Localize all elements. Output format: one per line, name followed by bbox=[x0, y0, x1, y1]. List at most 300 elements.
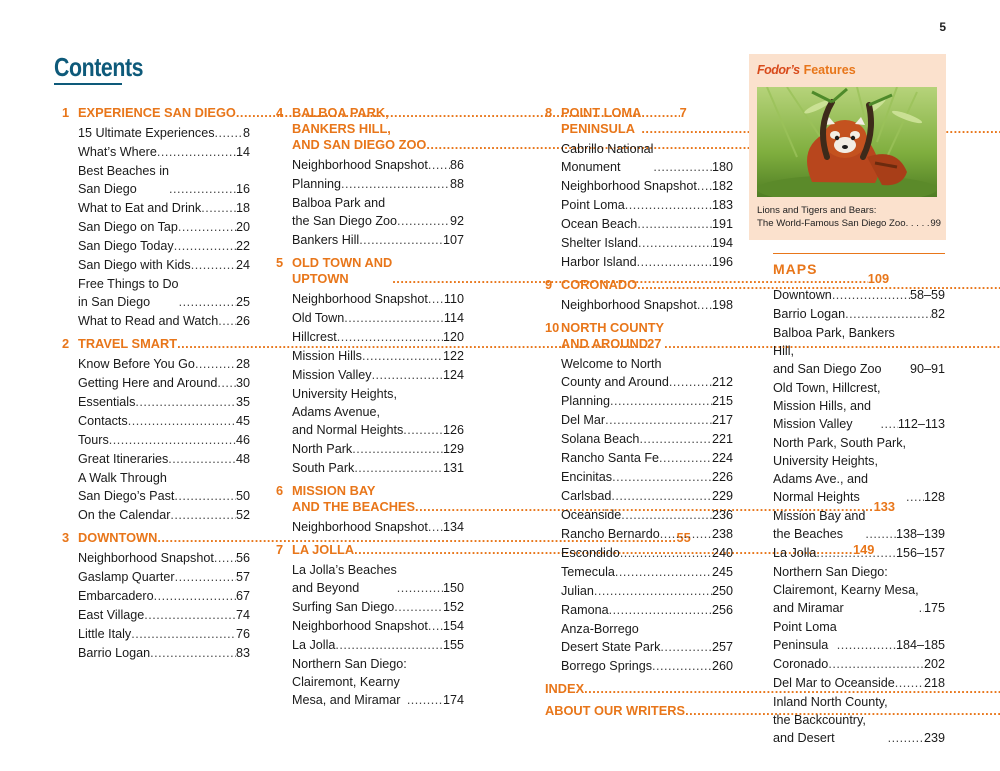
entry-title: Neighborhood Snapshot bbox=[561, 179, 697, 193]
dot-leader bbox=[170, 506, 236, 524]
title-underline bbox=[54, 83, 122, 85]
entry-title: Anza-Borrego Desert State Park bbox=[561, 622, 661, 654]
entry-page: 155 bbox=[442, 638, 464, 652]
entry-title: Rancho Bernardo bbox=[561, 527, 660, 541]
toc-section bbox=[545, 703, 733, 719]
entry-title: Little Italy bbox=[78, 627, 132, 641]
toc-entry[interactable] bbox=[276, 366, 464, 384]
toc-entry[interactable] bbox=[276, 459, 464, 477]
maps-column bbox=[773, 253, 945, 748]
entry-title: Encinitas bbox=[561, 470, 613, 484]
entry-title: Inland North County, the Backcountry, and Desert bbox=[773, 695, 888, 745]
toc-entry[interactable] bbox=[545, 506, 733, 524]
entry-title: Old Town, Hillcrest, Mission Hills, and Mission Valley bbox=[773, 381, 881, 431]
section-title: CORONADO bbox=[561, 277, 638, 292]
entry-page: 257 bbox=[711, 640, 733, 654]
entry-title: Del Mar bbox=[561, 413, 606, 427]
toc-entry[interactable] bbox=[62, 256, 250, 274]
toc-entry[interactable] bbox=[545, 449, 733, 467]
map-entry[interactable] bbox=[773, 563, 945, 617]
entry-title: Solana Beach bbox=[561, 432, 640, 446]
dot-leader bbox=[621, 506, 712, 524]
toc-entry[interactable] bbox=[545, 355, 733, 391]
section-title: OLD TOWN AND UPTOWN bbox=[292, 255, 393, 286]
entry-page: 24 bbox=[235, 258, 250, 272]
map-entry[interactable] bbox=[773, 618, 945, 654]
entry-title: Neighborhood Snapshot bbox=[561, 298, 697, 312]
dot-leader bbox=[620, 544, 712, 562]
entry-page: 154 bbox=[442, 619, 464, 633]
section-page: 109 bbox=[867, 271, 890, 286]
toc-entry[interactable] bbox=[62, 450, 250, 468]
entry-title: Mission Hills bbox=[292, 349, 362, 363]
toc-entry[interactable] bbox=[545, 525, 733, 543]
toc-entry[interactable] bbox=[62, 431, 250, 449]
section-heading-index[interactable] bbox=[545, 681, 733, 697]
entry-title: Northern San Diego: Clairemont, Kearny Mesa, and Miramar bbox=[773, 565, 919, 615]
entry-page: 250 bbox=[711, 584, 733, 598]
entry-page: 238 bbox=[711, 527, 733, 541]
toc-entry[interactable] bbox=[62, 143, 250, 161]
toc-entry[interactable] bbox=[62, 625, 250, 643]
entry-page: 212 bbox=[711, 375, 733, 389]
entry-title: Embarcadero bbox=[78, 589, 154, 603]
dot-leader bbox=[638, 234, 712, 252]
entry-title: Borrego Springs bbox=[561, 659, 653, 673]
entry-title: Harbor Island bbox=[561, 255, 637, 269]
toc-entry[interactable] bbox=[545, 487, 733, 505]
toc-entry[interactable] bbox=[545, 296, 733, 314]
entry-page: 256 bbox=[711, 603, 733, 617]
red-panda-photo bbox=[757, 87, 937, 197]
toc-entry[interactable] bbox=[276, 518, 464, 536]
feature-caption[interactable] bbox=[757, 204, 941, 230]
section-title: NORTH COUNTY AND AROUND bbox=[561, 320, 665, 351]
section-title: DOWNTOWN bbox=[78, 530, 158, 545]
entry-page: 114 bbox=[443, 311, 464, 325]
dot-leader bbox=[150, 644, 236, 662]
dot-leader bbox=[594, 582, 712, 600]
map-entry[interactable] bbox=[773, 655, 945, 673]
map-entry[interactable] bbox=[773, 286, 945, 304]
entry-page: 260 bbox=[711, 659, 733, 673]
dot-leader bbox=[335, 636, 443, 654]
entry-page: 194 bbox=[711, 236, 733, 250]
toc-entry[interactable] bbox=[62, 568, 250, 586]
section-number: 2 bbox=[62, 336, 70, 351]
dot-leader bbox=[174, 487, 236, 505]
toc-entry[interactable] bbox=[276, 231, 464, 249]
entry-page: 20 bbox=[235, 220, 250, 234]
dot-leader bbox=[428, 518, 443, 536]
dot-leader bbox=[168, 450, 236, 468]
entry-page: 183 bbox=[711, 198, 733, 212]
entry-title: Cabrillo National Monument bbox=[561, 142, 654, 174]
entry-page: 56 bbox=[235, 551, 250, 565]
entry-page: 52 bbox=[235, 508, 250, 522]
entry-page: 122 bbox=[442, 349, 464, 363]
entry-title: Old Town bbox=[292, 311, 345, 325]
entry-title: Barrio Logan bbox=[773, 307, 846, 321]
entry-page: 134 bbox=[442, 520, 464, 534]
toc-entry[interactable] bbox=[545, 411, 733, 429]
entry-title: South Park bbox=[292, 461, 355, 475]
entry-page: 128 bbox=[923, 490, 945, 504]
entry-page: 14 bbox=[235, 145, 250, 159]
dot-leader bbox=[191, 256, 236, 274]
entry-title: What’s Where bbox=[78, 145, 157, 159]
entry-page: 152 bbox=[442, 600, 464, 614]
section-page: 7 bbox=[679, 105, 687, 120]
entry-page: 25 bbox=[235, 295, 250, 309]
entry-title: Planning bbox=[292, 177, 342, 191]
section-heading-point-loma-peninsula[interactable] bbox=[545, 105, 733, 137]
entry-page: 35 bbox=[235, 395, 250, 409]
entry-page: 180 bbox=[711, 160, 733, 174]
entry-title: Northern San Diego: Clairemont, Kearny Mesa, and Miramar bbox=[292, 657, 407, 707]
entry-page: 217 bbox=[711, 413, 733, 427]
dot-leader bbox=[428, 156, 450, 174]
entry-page: 240 bbox=[711, 546, 733, 560]
toc-entry[interactable] bbox=[545, 544, 733, 562]
toc-entry[interactable] bbox=[545, 563, 733, 581]
dot-leader bbox=[403, 421, 443, 439]
toc-entry[interactable] bbox=[545, 601, 733, 619]
section-number: 5 bbox=[276, 255, 284, 270]
toc-section bbox=[545, 681, 733, 697]
entry-title: Essentials bbox=[78, 395, 136, 409]
map-entry[interactable] bbox=[773, 324, 945, 378]
entry-title: Balboa Park, Bankers Hill, and San Diego Zoo bbox=[773, 326, 895, 376]
dot-leader bbox=[605, 411, 712, 429]
map-entry[interactable] bbox=[773, 507, 945, 543]
entry-page: 76 bbox=[235, 627, 250, 641]
toc-entry[interactable] bbox=[62, 312, 250, 330]
toc-entry[interactable] bbox=[62, 199, 250, 217]
dot-leader bbox=[128, 412, 236, 430]
feature-caption-page: 99 bbox=[930, 218, 941, 229]
entry-page: 229 bbox=[711, 489, 733, 503]
toc-entry[interactable] bbox=[276, 561, 464, 597]
entry-title: North Park bbox=[292, 442, 353, 456]
dot-leader bbox=[144, 606, 236, 624]
dot-leader bbox=[394, 598, 443, 616]
dot-leader bbox=[615, 563, 712, 581]
entry-page: 86 bbox=[449, 158, 464, 172]
toc-entry[interactable] bbox=[545, 657, 733, 675]
toc-entry[interactable] bbox=[62, 469, 250, 505]
entry-title: Know Before You Go bbox=[78, 357, 195, 371]
toc-entry[interactable] bbox=[62, 124, 250, 142]
toc-entry[interactable] bbox=[545, 196, 733, 214]
entry-page: 30 bbox=[235, 376, 250, 390]
toc-entry[interactable] bbox=[62, 218, 250, 236]
entry-page: 221 bbox=[711, 432, 733, 446]
dot-leader bbox=[397, 212, 450, 230]
section-number: 7 bbox=[276, 542, 284, 557]
entry-title: A Walk Through San Diego’s Past bbox=[78, 471, 175, 503]
entry-page: 110 bbox=[443, 292, 464, 306]
entry-page: 48 bbox=[235, 452, 250, 466]
dot-leader bbox=[201, 199, 236, 217]
toc-entry[interactable] bbox=[62, 549, 250, 567]
entry-title: 15 Ultimate Experiences bbox=[78, 126, 215, 140]
entry-title: Neighborhood Snapshot bbox=[292, 158, 428, 172]
map-entry[interactable] bbox=[773, 379, 945, 433]
entry-title: Neighborhood Snapshot bbox=[78, 551, 214, 565]
dot-leader bbox=[428, 290, 444, 308]
entry-page: 74 bbox=[235, 608, 250, 622]
toc-entry[interactable] bbox=[62, 644, 250, 662]
section-number: 8 bbox=[545, 105, 553, 120]
dot-leader bbox=[845, 305, 931, 323]
toc-entry[interactable] bbox=[545, 234, 733, 252]
section-heading-about-our-writers[interactable] bbox=[545, 703, 733, 719]
toc-entry[interactable] bbox=[545, 392, 733, 410]
dot-leader bbox=[816, 544, 896, 562]
dot-leader bbox=[179, 293, 236, 311]
entry-page: 18 bbox=[235, 201, 250, 215]
entry-title: La Jolla bbox=[773, 546, 817, 560]
dot-leader bbox=[652, 657, 712, 675]
entry-page: 215 bbox=[711, 394, 733, 408]
entry-title: La Jolla’s Beaches and Beyond bbox=[292, 563, 397, 595]
entry-page: 88 bbox=[449, 177, 464, 191]
toc-section bbox=[545, 320, 733, 675]
entry-title: University Heights, Adams Avenue, and Normal Heights bbox=[292, 387, 404, 437]
toc-entry[interactable] bbox=[62, 374, 250, 392]
entry-page: 83 bbox=[235, 646, 250, 660]
toc-entry[interactable] bbox=[545, 177, 733, 195]
entry-title: Neighborhood Snapshot bbox=[292, 619, 428, 633]
dot-leader bbox=[195, 355, 236, 373]
toc-entry[interactable] bbox=[276, 636, 464, 654]
entry-title: Barrio Logan bbox=[78, 646, 151, 660]
entry-title: On the Calendar bbox=[78, 508, 171, 522]
dot-leader bbox=[337, 328, 443, 346]
entry-title: Downtown bbox=[773, 288, 832, 302]
dot-leader bbox=[131, 625, 236, 643]
dot-leader bbox=[653, 158, 712, 176]
dot-leader bbox=[881, 415, 898, 433]
section-title: INDEX bbox=[545, 681, 585, 696]
section-title: ABOUT OUR WRITERS bbox=[545, 703, 686, 718]
toc-entry[interactable] bbox=[62, 606, 250, 624]
section-heading-balboa-park-bankers-hill-and-san-diego-zoo[interactable] bbox=[276, 105, 464, 153]
entry-page: 175 bbox=[923, 601, 945, 615]
entry-page: 156–157 bbox=[895, 546, 945, 560]
toc-entry[interactable] bbox=[62, 587, 250, 605]
toc-entry[interactable] bbox=[276, 598, 464, 616]
entry-page: 182 bbox=[711, 179, 733, 193]
toc-entry[interactable] bbox=[62, 162, 250, 198]
entry-title: Julian bbox=[561, 584, 594, 598]
toc-entry[interactable] bbox=[276, 328, 464, 346]
entry-page: 22 bbox=[235, 239, 250, 253]
entry-page: 124 bbox=[442, 368, 464, 382]
fodors-brand: Fodor’s bbox=[757, 63, 800, 77]
dot-leader bbox=[659, 449, 712, 467]
entry-title: Shelter Island bbox=[561, 236, 639, 250]
dot-leader bbox=[178, 218, 236, 236]
entry-page: 202 bbox=[923, 657, 945, 671]
entry-page: 129 bbox=[442, 442, 464, 456]
entry-page: 112–113 bbox=[897, 417, 945, 431]
toc-entry[interactable] bbox=[276, 347, 464, 365]
entry-page: 150 bbox=[442, 581, 464, 595]
entry-page: 28 bbox=[235, 357, 250, 371]
section-number: 3 bbox=[62, 530, 70, 545]
map-entry[interactable] bbox=[773, 434, 945, 506]
toc-entry[interactable] bbox=[62, 355, 250, 373]
section-title: BALBOA PARK, BANKERS HILL, AND SAN DIEGO ZOO bbox=[292, 105, 427, 152]
toc-entry[interactable] bbox=[545, 253, 733, 271]
dot-leader bbox=[174, 237, 236, 255]
section-number: 6 bbox=[276, 483, 284, 498]
entry-page: 8 bbox=[242, 126, 250, 140]
toc-entry[interactable] bbox=[545, 215, 733, 233]
toc-entry[interactable] bbox=[276, 175, 464, 193]
toc-entry[interactable] bbox=[545, 430, 733, 448]
toc-entry[interactable] bbox=[62, 275, 250, 311]
dot-leader bbox=[154, 587, 236, 605]
entry-title: La Jolla bbox=[292, 638, 336, 652]
maps-heading: MAPS bbox=[773, 253, 945, 278]
entry-title: Carlsbad bbox=[561, 489, 612, 503]
map-entry[interactable] bbox=[773, 305, 945, 323]
page-number: 5 bbox=[939, 20, 946, 34]
toc-entry[interactable] bbox=[545, 468, 733, 486]
dot-leader bbox=[888, 729, 924, 747]
section-page: 55 bbox=[676, 530, 691, 545]
section-number: 4 bbox=[276, 105, 284, 120]
dot-leader bbox=[352, 440, 443, 458]
dot-leader bbox=[697, 177, 712, 195]
dot-leader bbox=[359, 231, 443, 249]
dot-leader bbox=[397, 579, 443, 597]
entry-page: 174 bbox=[442, 693, 464, 707]
toc-section bbox=[276, 105, 464, 249]
entry-title: Balboa Park and the San Diego Zoo bbox=[292, 196, 398, 228]
dot-leader bbox=[637, 253, 712, 271]
entry-title: North Park, South Park, University Heights, Adams Ave., and Normal Heights bbox=[773, 436, 906, 504]
entry-page: 138–139 bbox=[895, 527, 945, 541]
section-page: 27 bbox=[647, 336, 662, 351]
dot-leader bbox=[610, 392, 712, 410]
entry-title: Ocean Beach bbox=[561, 217, 638, 231]
entry-title: Del Mar to Oceanside bbox=[773, 676, 895, 690]
entry-title: Neighborhood Snapshot bbox=[292, 520, 428, 534]
entry-page: 120 bbox=[442, 330, 464, 344]
section-page: 149 bbox=[853, 542, 875, 557]
section-title: TRAVEL SMART bbox=[78, 336, 178, 351]
features-word: Features bbox=[803, 63, 856, 77]
entry-page: 58–59 bbox=[909, 288, 945, 302]
toc-entry[interactable] bbox=[276, 655, 464, 709]
entry-page: 239 bbox=[923, 731, 945, 745]
dot-leader bbox=[428, 617, 443, 635]
entry-title: Hillcrest bbox=[292, 330, 337, 344]
toc-entry[interactable] bbox=[62, 237, 250, 255]
feature-caption-line1: Lions and Tigers and Bears: bbox=[757, 205, 877, 216]
entry-title: Surfing San Diego bbox=[292, 600, 395, 614]
section-heading-north-county-and-around[interactable] bbox=[545, 320, 733, 352]
toc-entry[interactable] bbox=[62, 506, 250, 524]
entry-title: Ramona bbox=[561, 603, 609, 617]
toc-entry[interactable] bbox=[276, 194, 464, 230]
toc-entry[interactable] bbox=[276, 156, 464, 174]
entry-page: 236 bbox=[711, 508, 733, 522]
entry-title: Point Loma bbox=[561, 198, 625, 212]
entry-title: Planning bbox=[561, 394, 611, 408]
dot-leader bbox=[214, 549, 236, 567]
entry-title: Gaslamp Quarter bbox=[78, 570, 175, 584]
dot-leader bbox=[609, 601, 712, 619]
toc-entry[interactable] bbox=[545, 140, 733, 176]
section-title: MISSION BAY AND THE BEACHES bbox=[292, 483, 416, 514]
dot-leader bbox=[354, 459, 443, 477]
toc-entry[interactable] bbox=[276, 617, 464, 635]
toc-entry[interactable] bbox=[276, 309, 464, 327]
entry-page: 45 bbox=[235, 414, 250, 428]
toc-entry[interactable] bbox=[276, 440, 464, 458]
map-entry[interactable] bbox=[773, 674, 945, 692]
entry-title: Tours bbox=[78, 433, 109, 447]
toc-entry[interactable] bbox=[62, 412, 250, 430]
dot-leader bbox=[109, 431, 236, 449]
entry-title: What to Read and Watch bbox=[78, 314, 219, 328]
dot-leader bbox=[832, 286, 910, 304]
toc-section bbox=[545, 277, 733, 314]
entry-title: Free Things to Do in San Diego bbox=[78, 277, 179, 309]
map-entry[interactable] bbox=[773, 544, 945, 562]
section-page: 133 bbox=[873, 499, 896, 514]
entry-title: Rancho Santa Fe bbox=[561, 451, 660, 465]
toc-entry[interactable] bbox=[545, 582, 733, 600]
entry-page: 198 bbox=[711, 298, 733, 312]
toc-entry[interactable] bbox=[545, 620, 733, 656]
entry-title: San Diego with Kids bbox=[78, 258, 191, 272]
toc-entry[interactable] bbox=[276, 290, 464, 308]
section-heading-coronado[interactable] bbox=[545, 277, 733, 293]
maps-list bbox=[773, 286, 945, 747]
dot-leader bbox=[625, 196, 712, 214]
dot-leader bbox=[372, 366, 443, 384]
entry-page: 26 bbox=[235, 314, 250, 328]
section-title: POINT LOMA PENINSULA bbox=[561, 105, 642, 136]
entry-page: 245 bbox=[711, 565, 733, 579]
dot-leader bbox=[215, 124, 243, 142]
map-entry[interactable] bbox=[773, 693, 945, 747]
entry-page: 50 bbox=[235, 489, 250, 503]
dot-leader bbox=[175, 568, 236, 586]
toc-entry[interactable] bbox=[62, 393, 250, 411]
entry-page: 57 bbox=[235, 570, 250, 584]
feature-caption-line2: The World-Famous San Diego Zoo bbox=[757, 218, 906, 229]
entry-title: Escondido bbox=[561, 546, 620, 560]
entry-page: 82 bbox=[930, 307, 945, 321]
entry-title: San Diego on Tap bbox=[78, 220, 178, 234]
toc-section bbox=[545, 105, 733, 271]
entry-title: Mission Valley bbox=[292, 368, 372, 382]
entry-title: Oceanside bbox=[561, 508, 622, 522]
toc-entry[interactable] bbox=[276, 385, 464, 439]
entry-page: 218 bbox=[923, 676, 945, 690]
entry-page: 92 bbox=[449, 214, 464, 228]
entry-page: 131 bbox=[442, 461, 464, 475]
dot-leader bbox=[362, 347, 443, 365]
entry-title: Mission Bay and the Beaches bbox=[773, 509, 866, 541]
